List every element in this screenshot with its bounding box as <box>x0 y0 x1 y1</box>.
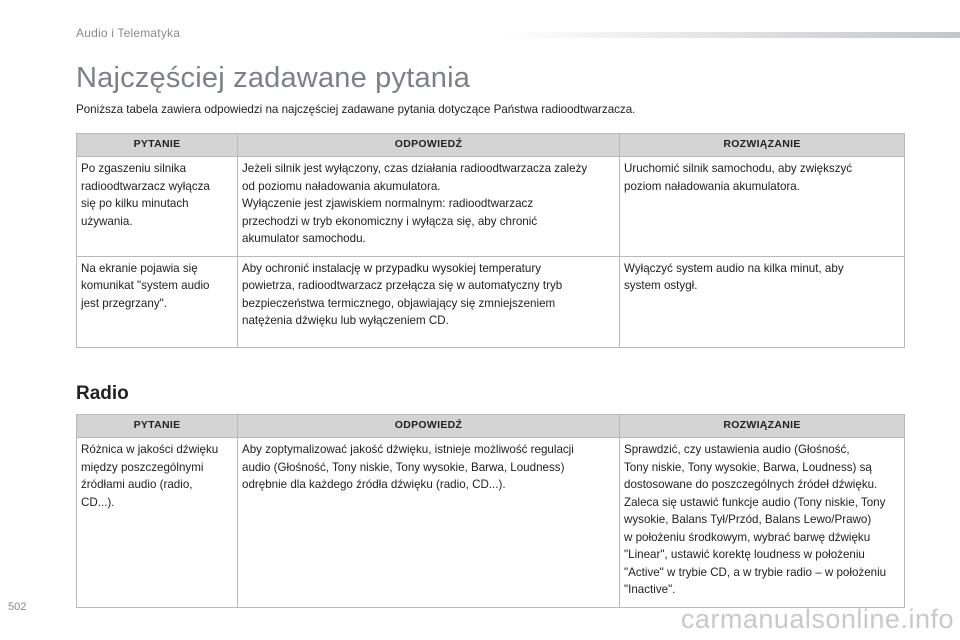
cell-question <box>77 157 238 257</box>
question-line: radioodtwarzacz wyłącza <box>81 179 210 193</box>
header-gradient-bar <box>500 32 960 38</box>
solution-line: "Inactive". <box>624 583 676 596</box>
solution-line: Tony niskie, Tony wysokie, Barwa, Loudness) są <box>624 460 872 474</box>
solution-line: Wyłączyć system audio na kilka minut, aby <box>624 261 844 275</box>
column-header-solution: ROZWIĄZANIE <box>620 415 905 438</box>
question-line: między poszczególnymi <box>81 460 204 474</box>
answer-line: odrębnie dla każdego źródła dźwięku (radio, CD...). <box>242 478 506 491</box>
question-line: komunikat "system audio <box>81 279 210 292</box>
answer-line: akumulator samochodu. <box>242 232 366 245</box>
question-line: Różnica w jakości dźwięku <box>81 443 219 456</box>
radio-table <box>76 414 905 608</box>
cell-solution <box>620 438 905 608</box>
page-title: Najczęściej zadawane pytania <box>76 62 471 94</box>
solution-line: dostosowane do poszczególnych źródeł dźwięku. <box>624 478 878 491</box>
table-header-row <box>77 415 905 438</box>
question-line: CD...). <box>81 495 115 509</box>
answer-line: natężenia dźwięku lub wyłączeniem CD. <box>242 314 449 327</box>
cell-solution <box>620 256 905 347</box>
table-row <box>77 157 905 257</box>
table-row <box>77 438 905 608</box>
radio-heading: Radio <box>76 383 129 404</box>
answer-line: Aby zoptymalizować jakość dźwięku, istnieje możliwość regulacji <box>242 443 574 456</box>
cell-answer <box>238 157 620 257</box>
answer-line: od poziomu naładowania akumulatora. <box>242 179 441 193</box>
answer-line: powietrza, radioodtwarzacz przełącza się w automatyczny tryb <box>242 279 563 292</box>
cell-question <box>77 256 238 347</box>
question-line: jest przegrzany". <box>81 296 167 310</box>
table-header-row <box>77 134 905 157</box>
solution-line: system ostygł. <box>624 279 698 292</box>
cell-answer <box>238 256 620 347</box>
section-label: Audio i Telematyka <box>76 26 181 40</box>
solution-line: Uruchomić silnik samochodu, aby zwiększyć <box>624 162 853 175</box>
solution-line: w położeniu środkowym, wybrać barwę dźwięku <box>624 530 871 544</box>
solution-line: "Linear", ustawić korektę loudness w położeniu <box>624 548 865 561</box>
solution-line: wysokie, Balans Tył/Przód, Balans Lewo/Prawo) <box>624 513 872 526</box>
table-row <box>77 256 905 347</box>
column-header-answer: ODPOWIEDŹ <box>238 134 620 157</box>
answer-line: Wyłączenie jest zjawiskiem normalnym: radioodtwarzacz <box>242 197 534 210</box>
cell-question <box>77 438 238 608</box>
solution-line: Sprawdzić, czy ustawienia audio (Głośność, <box>624 443 850 456</box>
solution-line: "Active" w trybie CD, a w trybie radio – w położeniu <box>624 565 887 579</box>
solution-line: Zaleca się ustawić funkcje audio (Tony niskie, Tony <box>624 495 886 509</box>
question-line: źródłami audio (radio, <box>81 478 193 491</box>
question-line: Na ekranie pojawia się <box>81 261 198 275</box>
column-header-solution: ROZWIĄZANIE <box>620 134 905 157</box>
answer-line: bezpieczeństwa termicznego, objawiający się zmniejszeniem <box>242 296 556 310</box>
solution-line: poziom naładowania akumulatora. <box>624 179 800 193</box>
cell-answer <box>238 438 620 608</box>
answer-line: Aby ochronić instalację w przypadku wysokiej temperatury <box>242 261 541 275</box>
column-header-answer: ODPOWIEDŹ <box>238 415 620 438</box>
question-line: Po zgaszeniu silnika <box>81 162 187 175</box>
faq-table <box>76 133 905 348</box>
column-header-question: PYTANIE <box>77 134 238 157</box>
answer-line: audio (Głośność, Tony niskie, Tony wysokie, Barwa, Loudness) <box>242 460 565 474</box>
answer-line: przechodzi w tryb ekonomiczny i wyłącza się, aby chronić <box>242 214 538 228</box>
answer-line: Jeżeli silnik jest wyłączony, czas działania radioodtwarzacza zależy <box>242 162 588 175</box>
cell-solution <box>620 157 905 257</box>
question-line: używania. <box>81 214 133 228</box>
page-number: 502 <box>8 601 27 613</box>
watermark: carmanualsonline.info <box>680 604 954 634</box>
question-line: się po kilku minutach <box>81 197 189 210</box>
intro-text: Poniższa tabela zawiera odpowiedzi na najczęściej zadawane pytania dotyczące Państwa radioodtwarzacza. <box>76 103 636 116</box>
column-header-question: PYTANIE <box>77 415 238 438</box>
